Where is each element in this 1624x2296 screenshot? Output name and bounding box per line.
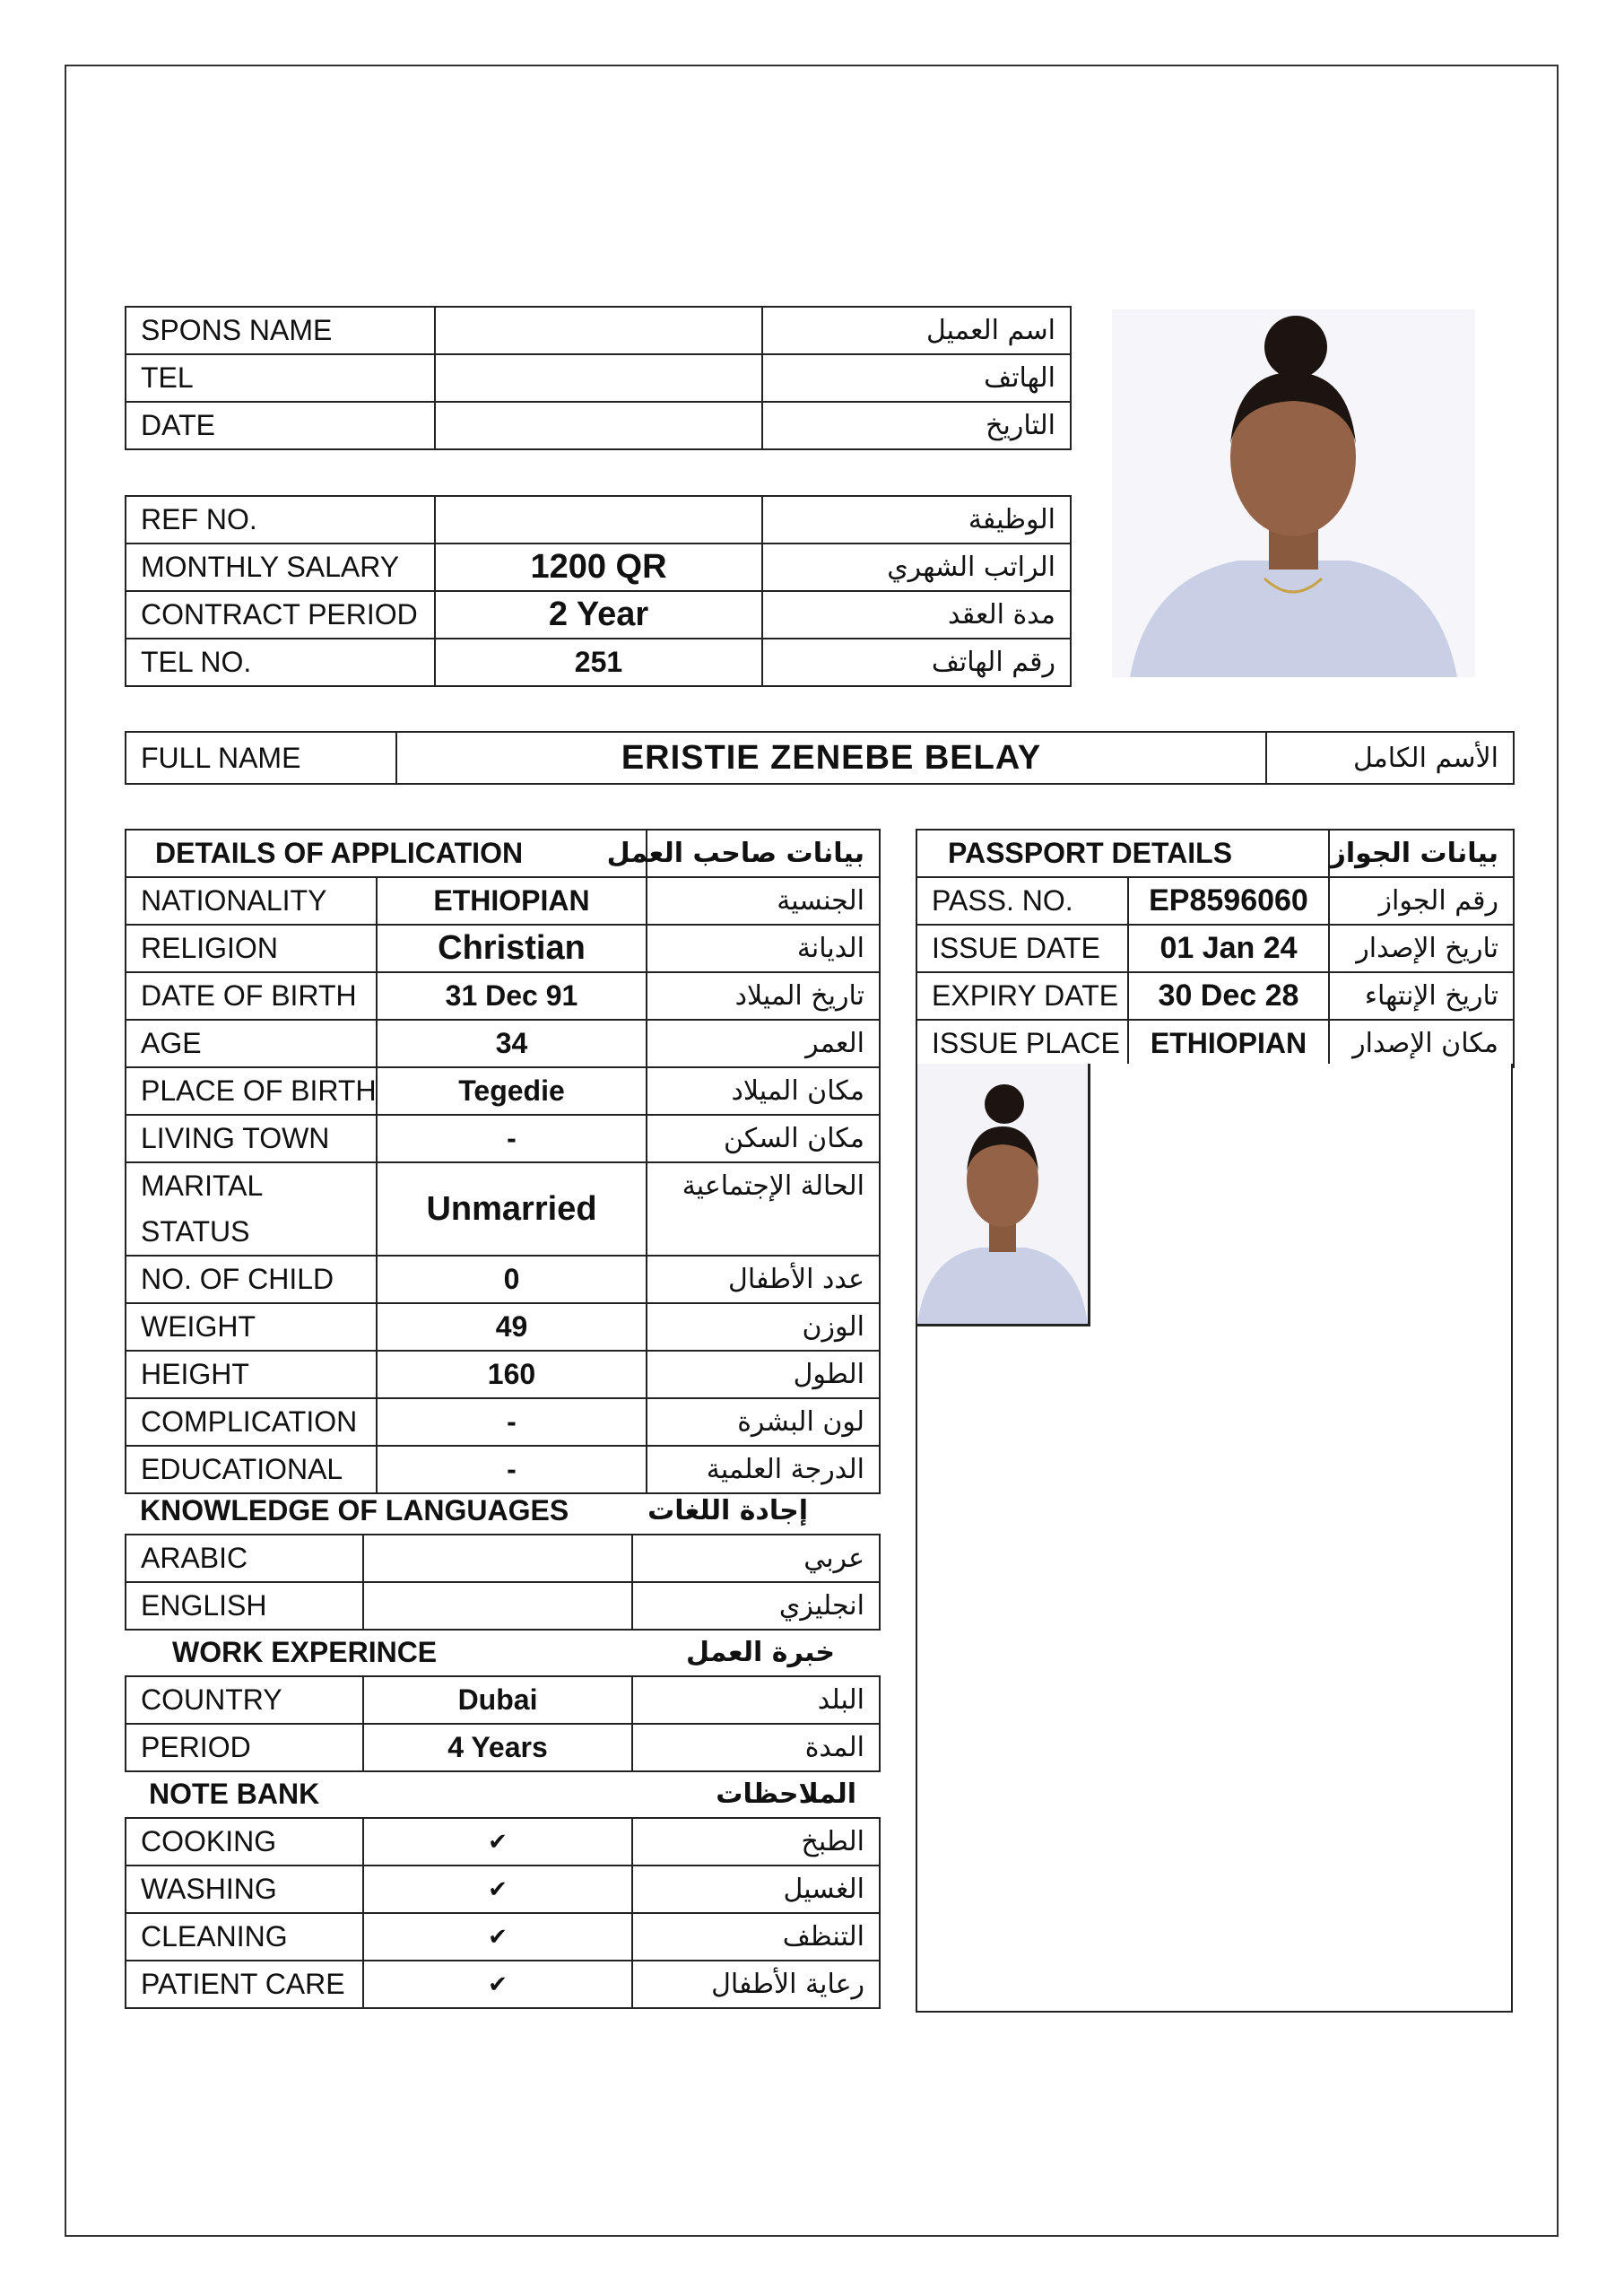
educational-label: EDUCATIONAL	[126, 1446, 377, 1493]
period-value: 4 Years	[363, 1724, 632, 1771]
tel-no-label-ar: رقم الهاتف	[762, 639, 1071, 686]
passport-photo-illustration	[917, 1064, 1088, 1324]
country-label: COUNTRY	[126, 1676, 363, 1724]
languages-title-ar: إجادة اللغات	[647, 1494, 808, 1526]
contract-period-label: CONTRACT PERIOD	[126, 591, 435, 639]
place-of-birth-value: Tegedie	[377, 1067, 647, 1115]
issue-date-label: ISSUE DATE	[916, 925, 1128, 972]
table-row	[916, 925, 1514, 972]
cleaning-check-icon: ✔	[363, 1913, 632, 1961]
contract-period-label-ar: مدة العقد	[762, 591, 1071, 639]
age-label-ar: العمر	[647, 1020, 880, 1067]
complication-label-ar: لون البشرة	[647, 1398, 880, 1446]
living-town-label: LIVING TOWN	[126, 1115, 377, 1162]
pass-no-label: PASS. NO.	[916, 877, 1128, 925]
table-row	[126, 972, 880, 1020]
children-label-ar: عدد الأطفال	[647, 1256, 880, 1303]
table-row	[126, 354, 1071, 402]
ref-no-value	[435, 496, 762, 544]
dob-value: 31 Dec 91	[377, 972, 647, 1020]
table-row	[126, 496, 1071, 544]
cleaning-label: CLEANING	[126, 1913, 363, 1961]
cooking-label-ar: الطبخ	[632, 1818, 880, 1866]
issue-place-label-ar: مكان الإصدار	[1329, 1020, 1514, 1067]
issue-place-value: ETHIOPIAN	[1128, 1020, 1329, 1067]
full-name-label-ar: الأسم الكامل	[1266, 732, 1514, 784]
table-row	[126, 1398, 880, 1446]
country-label-ar: البلد	[632, 1676, 880, 1724]
living-town-label-ar: مكان السكن	[647, 1115, 880, 1162]
washing-label-ar: الغسيل	[632, 1866, 880, 1913]
patient-care-label-ar: رعاية الأطفال	[632, 1961, 880, 2008]
weight-label-ar: الوزن	[647, 1303, 880, 1351]
english-label: ENGLISH	[126, 1582, 363, 1630]
country-value: Dubai	[363, 1676, 632, 1724]
table-row	[126, 591, 1071, 639]
languages-title: KNOWLEDGE OF LANGUAGES	[140, 1493, 569, 1526]
experience-title-ar: خبرة العمل	[685, 1636, 836, 1668]
nationality-label: NATIONALITY	[126, 877, 377, 925]
tel-no-label: TEL NO.	[126, 639, 435, 686]
age-value: 34	[377, 1020, 647, 1067]
table-row	[126, 732, 1514, 784]
washing-label: WASHING	[126, 1866, 363, 1913]
nationality-value: ETHIOPIAN	[377, 877, 647, 925]
complication-label: COMPLICATION	[126, 1398, 377, 1446]
passport-header-row	[916, 830, 1514, 877]
full-name-table	[125, 731, 1515, 785]
table-row	[126, 1256, 880, 1303]
salary-value: 1200 QR	[435, 544, 762, 591]
children-label: NO. OF CHILD	[126, 1256, 377, 1303]
table-row	[126, 1866, 880, 1913]
table-row	[126, 544, 1071, 591]
sponsor-tel-label: TEL	[126, 354, 435, 402]
cooking-label: COOKING	[126, 1818, 363, 1866]
salary-label-ar: الراتب الشهري	[762, 544, 1071, 591]
table-row	[126, 1351, 880, 1398]
issue-place-label: ISSUE PLACE	[916, 1020, 1128, 1067]
expiry-date-value: 30 Dec 28	[1128, 972, 1329, 1020]
portrait-photo	[1112, 309, 1475, 677]
marital-status-label-ar: الحالة الإجتماعية	[647, 1162, 880, 1256]
washing-check-icon: ✔	[363, 1866, 632, 1913]
table-row	[126, 1115, 880, 1162]
table-row	[916, 972, 1514, 1020]
sponsor-tel-label-ar: الهاتف	[762, 354, 1071, 402]
expiry-date-label-ar: تاريخ الإنتهاء	[1329, 972, 1514, 1020]
table-row	[126, 1724, 880, 1771]
religion-value: Christian	[377, 925, 647, 972]
arabic-label: ARABIC	[126, 1535, 363, 1582]
marital-status-value: Unmarried	[377, 1162, 647, 1256]
note-bank-table	[125, 1770, 881, 2009]
languages-header-row	[126, 1487, 880, 1535]
marital-status-label: MARITAL STATUS	[126, 1162, 377, 1256]
sponsor-name-field[interactable]	[435, 307, 762, 354]
sponsor-date-field[interactable]	[435, 402, 762, 449]
complication-value: -	[377, 1398, 647, 1446]
portrait-illustration	[1112, 309, 1475, 677]
expiry-date-label: EXPIRY DATE	[916, 972, 1128, 1020]
cleaning-label-ar: التنظف	[632, 1913, 880, 1961]
table-row	[126, 1676, 880, 1724]
table-row	[916, 877, 1514, 925]
english-label-ar: انجليزي	[632, 1582, 880, 1630]
salary-label: MONTHLY SALARY	[126, 544, 435, 591]
note-bank-title: NOTE BANK	[149, 1777, 320, 1810]
cooking-check-icon: ✔	[363, 1818, 632, 1866]
height-label: HEIGHT	[126, 1351, 377, 1398]
languages-table	[125, 1487, 881, 1631]
arabic-label-ar: عربي	[632, 1535, 880, 1582]
full-name-value: ERISTIE ZENEBE BELAY	[396, 732, 1266, 784]
table-row	[126, 307, 1071, 354]
table-row	[126, 1582, 880, 1630]
issue-date-value: 01 Jan 24	[1128, 925, 1329, 972]
children-value: 0	[377, 1256, 647, 1303]
table-row	[126, 877, 880, 925]
full-name-label: FULL NAME	[126, 732, 396, 784]
table-row	[126, 1020, 880, 1067]
table-row	[126, 402, 1071, 449]
living-town-value: -	[377, 1115, 647, 1162]
sponsor-date-label-ar: التاريخ	[762, 402, 1071, 449]
experience-header-row	[126, 1629, 880, 1676]
age-label: AGE	[126, 1020, 377, 1067]
experience-table	[125, 1629, 881, 1772]
weight-label: WEIGHT	[126, 1303, 377, 1351]
table-row	[126, 1067, 880, 1115]
place-of-birth-label: PLACE OF BIRTH	[126, 1067, 377, 1115]
photos-panel	[916, 1064, 1513, 2013]
table-row	[916, 1020, 1514, 1067]
table-row	[126, 1162, 880, 1256]
experience-title: WORK EXPERINCE	[172, 1635, 438, 1668]
nationality-label-ar: الجنسية	[647, 877, 880, 925]
note-bank-title-ar: الملاحظات	[716, 1778, 856, 1810]
english-value	[363, 1582, 632, 1630]
passport-table	[916, 829, 1515, 1068]
ref-no-label: REF NO.	[126, 496, 435, 544]
arabic-value	[363, 1535, 632, 1582]
tel-no-value: 251	[435, 639, 762, 686]
educational-label-ar: الدرجة العلمية	[647, 1446, 880, 1493]
height-label-ar: الطول	[647, 1351, 880, 1398]
sponsor-name-label-ar: اسم العميل	[762, 307, 1071, 354]
application-header-row	[126, 830, 880, 877]
pass-no-label-ar: رقم الجواز	[1329, 877, 1514, 925]
period-label-ar: المدة	[632, 1724, 880, 1771]
passport-photo	[917, 1064, 1090, 1326]
religion-label: RELIGION	[126, 925, 377, 972]
place-of-birth-label-ar: مكان الميلاد	[647, 1067, 880, 1115]
weight-value: 49	[377, 1303, 647, 1351]
pass-no-value: EP8596060	[1128, 877, 1329, 925]
table-row	[126, 1303, 880, 1351]
job-table	[125, 495, 1072, 687]
note-bank-header-row	[126, 1770, 880, 1818]
period-label: PERIOD	[126, 1724, 363, 1771]
contract-period-value: 2 Year	[435, 591, 762, 639]
application-details-table	[125, 829, 881, 1494]
sponsor-table	[125, 306, 1072, 450]
table-row	[126, 1818, 880, 1866]
religion-label-ar: الديانة	[647, 925, 880, 972]
height-value: 160	[377, 1351, 647, 1398]
dob-label: DATE OF BIRTH	[126, 972, 377, 1020]
sponsor-date-label: DATE	[126, 402, 435, 449]
table-row	[126, 1535, 880, 1582]
table-row	[126, 1961, 880, 2008]
educational-value: -	[377, 1446, 647, 1493]
patient-care-check-icon: ✔	[363, 1961, 632, 2008]
patient-care-label: PATIENT CARE	[126, 1961, 363, 2008]
ref-no-label-ar: الوظيفة	[762, 496, 1071, 544]
sponsor-name-label: SPONS NAME	[126, 307, 435, 354]
table-row	[126, 639, 1071, 686]
passport-title-ar: بيانات الجواز	[1329, 830, 1514, 877]
issue-date-label-ar: تاريخ الإصدار	[1329, 925, 1514, 972]
table-row	[126, 925, 880, 972]
passport-title: PASSPORT DETAILS	[916, 830, 1329, 877]
application-title-ar: بيانات صاحب العمل	[647, 830, 880, 877]
table-row	[126, 1913, 880, 1961]
sponsor-tel-field[interactable]	[435, 354, 762, 402]
dob-label-ar: تاريخ الميلاد	[647, 972, 880, 1020]
application-title: DETAILS OF APPLICATION	[126, 830, 647, 877]
